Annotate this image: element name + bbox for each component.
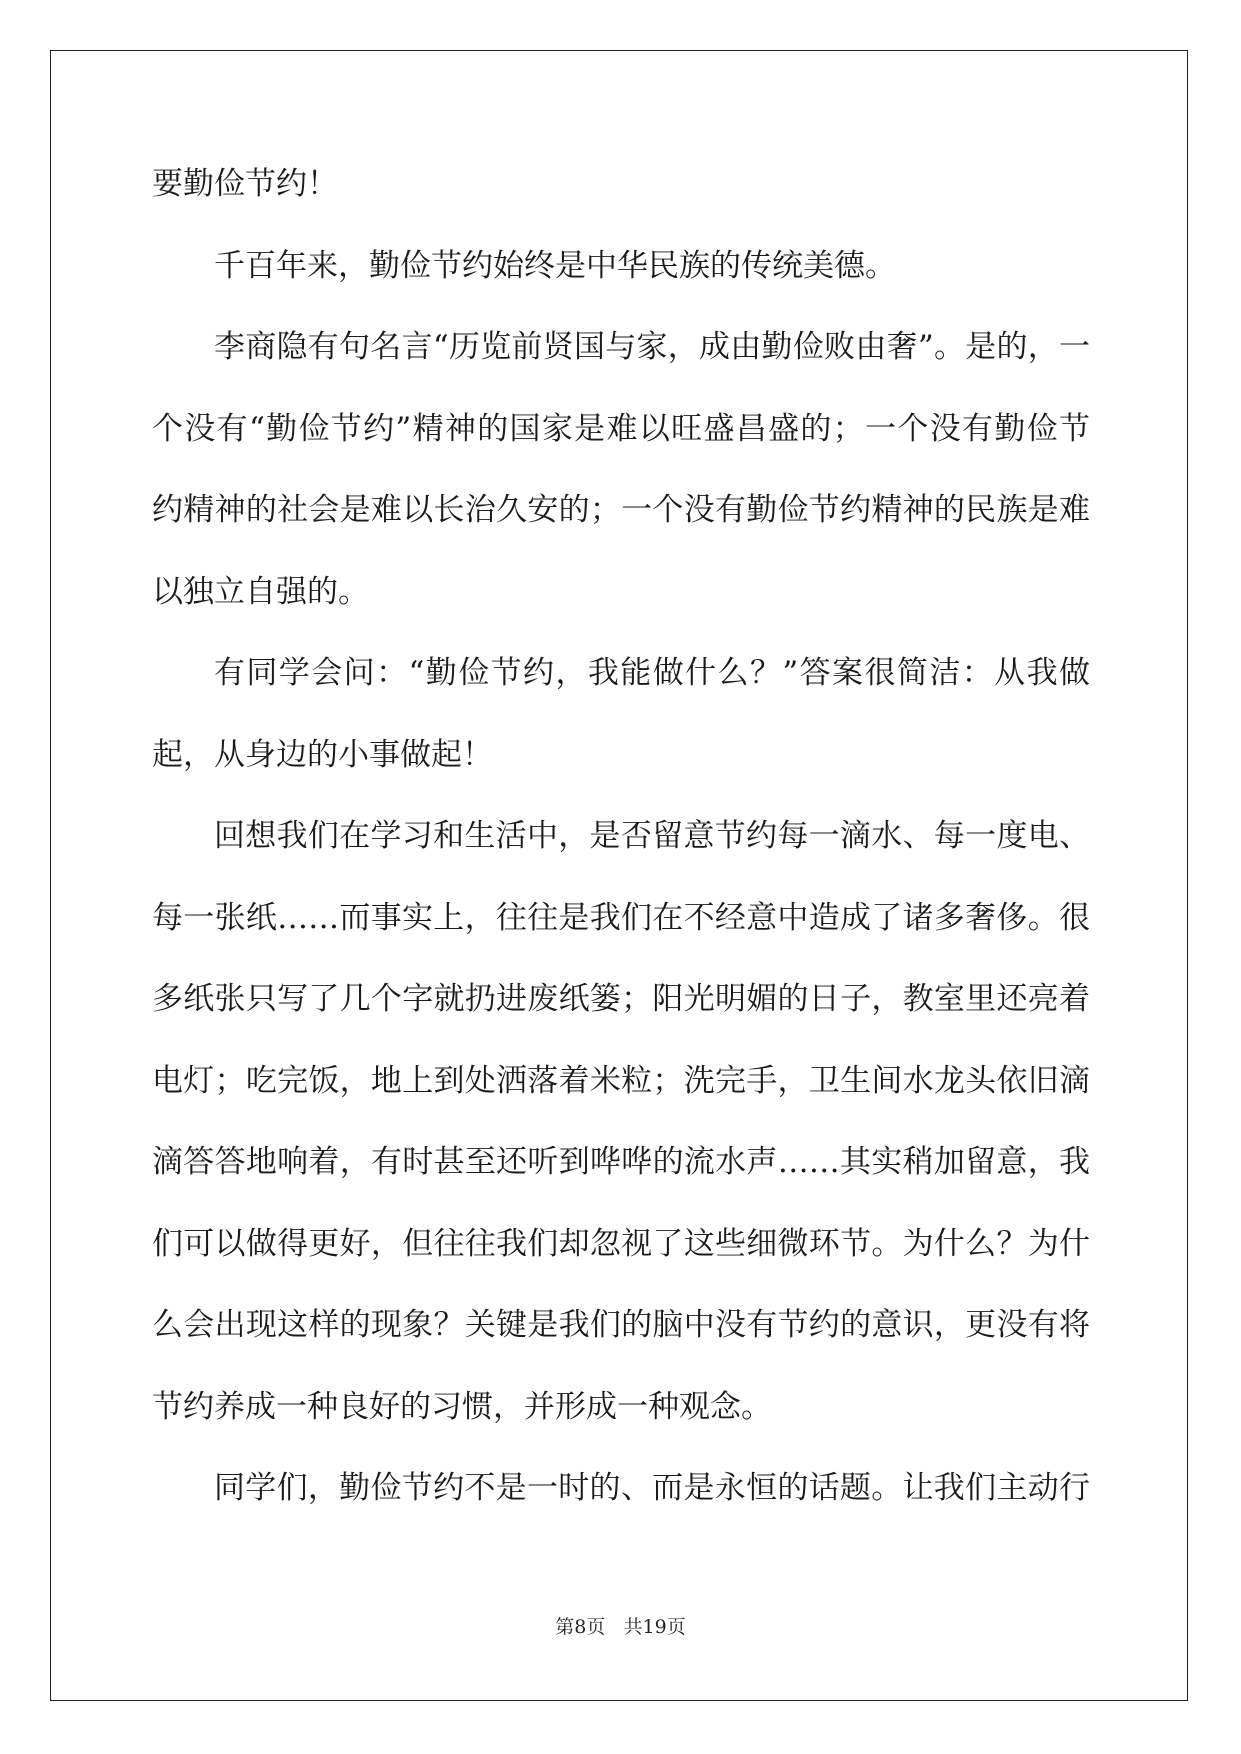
text-line: 起，从身边的小事做起！ — [152, 736, 493, 773]
text-line: 回想我们在学习和生活中，是否留意节约每一滴水、每一度电、 — [214, 818, 1090, 854]
page-number: 第8页 — [555, 1616, 606, 1638]
page-footer — [0, 1615, 1241, 1639]
text-line: 节约养成一种良好的习惯，并形成一种观念。 — [152, 1388, 772, 1425]
text-line: 们可以做得更好，但往往我们却忽视了这些细微环节。为什么？为什 — [152, 1225, 1090, 1262]
text-line: 约精神的社会是难以长治久安的；一个没有勤俭节约精神的民族是难 — [152, 492, 1090, 528]
text-line: 要勤俭节约！ — [152, 166, 338, 202]
text-line: 同学们，勤俭节约不是一时的、而是永恒的话题。让我们主动行 — [214, 1470, 1090, 1506]
text-line: 每一张纸……而事实上，往往是我们在不经意中造成了诸多奢侈。很 — [152, 899, 1090, 936]
text-line: 千百年来，勤俭节约始终是中华民族的传统美德。 — [214, 247, 896, 284]
page-total: 共19页 — [623, 1616, 686, 1638]
text-line: 李商隐有句名言“历览前贤国与家，成由勤俭败由奢”。是的，一 — [214, 329, 1090, 365]
text-line: 滴答答地响着，有时甚至还听到哗哗的流水声……其实稍加留意，我 — [152, 1144, 1090, 1180]
text-line: 个没有“勤俭节约”精神的国家是难以旺盛昌盛的；一个没有勤俭节 — [152, 410, 1090, 447]
text-line: 有同学会问：“勤俭节约，我能做什么？”答案很简洁：从我做 — [214, 655, 1090, 691]
text-line: 电灯；吃完饭，地上到处洒落着米粒；洗完手，卫生间水龙头依旧滴 — [152, 1062, 1090, 1099]
text-line: 多纸张只写了几个字就扔进废纸篓；阳光明媚的日子，教室里还亮着 — [152, 981, 1090, 1017]
text-line: 以独立自强的。 — [152, 573, 369, 610]
document-body — [152, 168, 1090, 1554]
text-line: 么会出现这样的现象？关键是我们的脑中没有节约的意识，更没有将 — [152, 1307, 1090, 1343]
